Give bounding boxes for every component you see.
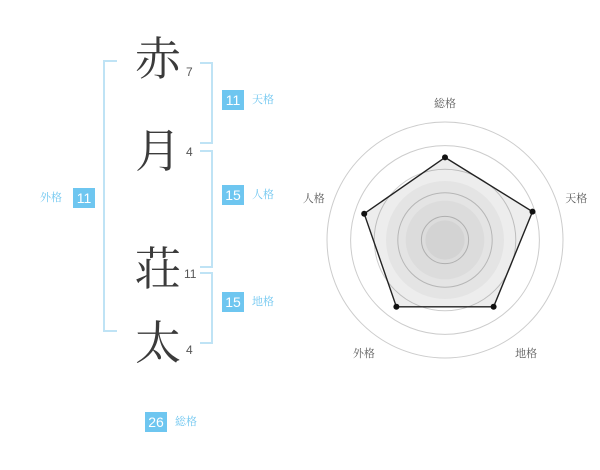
chikaku-value-badge: 15: [222, 292, 244, 312]
chikaku-label: 地格: [252, 296, 274, 308]
chikaku-bracket: [200, 272, 213, 344]
jinkaku-value-badge: 15: [222, 185, 244, 205]
kanji-char-1: 赤: [135, 32, 181, 86]
outer-bracket: [103, 60, 117, 332]
kanji-char-4: 太: [135, 316, 181, 370]
radar-svg: [310, 105, 580, 375]
radar-data-point: [530, 209, 536, 215]
stroke-count-4: 4: [186, 343, 193, 357]
radar-axis-label: 地格: [515, 347, 538, 360]
jinkaku-bracket: [200, 150, 213, 268]
outer-label: 外格: [40, 192, 62, 204]
radar-data-point: [442, 154, 448, 160]
kanji-char-2: 月: [135, 124, 181, 178]
radar-series-polygon: [364, 157, 532, 306]
radar-data-point: [361, 211, 367, 217]
stroke-count-2: 4: [186, 145, 193, 159]
radar-axis-label: 総格: [434, 98, 456, 110]
radar-data-point: [393, 304, 399, 310]
tenkaku-bracket: [200, 62, 213, 144]
stroke-count-3: 11: [184, 267, 197, 281]
soukaku-label: 総格: [175, 416, 197, 428]
radar-axis-label: 人格: [302, 193, 325, 206]
tenkaku-value-badge: 11: [222, 90, 244, 110]
jinkaku-label: 人格: [252, 189, 274, 201]
radar-axis-label: 外格: [352, 347, 375, 360]
tenkaku-label: 天格: [252, 94, 274, 106]
soukaku-value-badge: 26: [145, 412, 167, 432]
outer-value-badge: 11: [73, 188, 95, 208]
radar-chart: [302, 98, 588, 375]
stroke-count-1: 7: [186, 65, 193, 79]
radar-data-point: [491, 304, 497, 310]
kanji-char-3: 荘: [135, 242, 181, 296]
radar-axis-label: 天格: [565, 193, 588, 206]
